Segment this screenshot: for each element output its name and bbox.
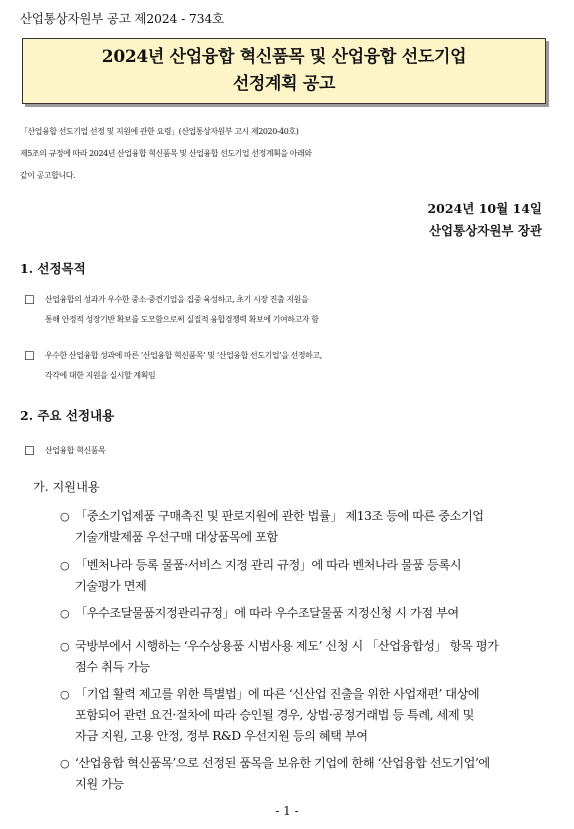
bullet-line: 국방부에서 시행하는 ‘우수상용품 시범사용 제도’ 신청 시 「산업융합성」 항목 평가 <box>75 639 499 653</box>
title-line-1: 2024년 산업융합 혁신품목 및 산업융합 선도기업 <box>101 47 467 67</box>
signer: 산업통상자원부 장관 <box>428 223 542 238</box>
circle-bullet-icon: ○ <box>60 559 70 572</box>
bullet-line: 점수 취득 가능 <box>75 660 150 674</box>
support-bullet <box>60 603 550 624</box>
bullet-line: 지원 가능 <box>75 777 124 791</box>
item-text: 우수한 산업융합 성과에 따른 ‘산업융합 혁신품목’ 및 ‘산업융합 선도기업’을 선정하고, <box>45 351 322 360</box>
support-bullet <box>60 636 550 678</box>
intro-paragraph <box>20 121 556 187</box>
notice-number: 산업통상자원부 공고 제2024 - 734호 <box>20 11 225 26</box>
page-number: - 1 - <box>275 804 299 818</box>
title-box <box>22 38 546 104</box>
notice-date: 2024년 10월 14일 <box>427 201 542 216</box>
title-line-2: 선정계획 공고 <box>232 74 336 94</box>
purpose-item <box>24 346 552 386</box>
bullet-line: 「우수조달물품지정관리규정」에 따라 우수조달물품 지정신청 시 가점 부여 <box>75 606 459 620</box>
checkbox-icon: ☐ <box>24 444 35 458</box>
circle-bullet-icon: ○ <box>60 640 70 653</box>
bullet-line: 기술개발제품 우선구매 대상품목에 포함 <box>75 530 278 544</box>
subheading-support: 가. 지원내용 <box>33 480 100 494</box>
circle-bullet-icon: ○ <box>60 757 70 770</box>
bullet-line: 「벤처나라 등록 물품·서비스 지정 관리 규정」에 따라 벤처나라 물품 등록시 <box>75 558 462 572</box>
item-text: 산업융합 혁신품목 <box>45 446 106 455</box>
purpose-item <box>24 290 552 330</box>
checkbox-icon: ☐ <box>24 349 35 363</box>
item-text: 통해 안정적 성장기반 확보를 도모함으로써 실질적 융합경쟁력 확보에 기여하고자 함 <box>45 315 319 324</box>
intro-line: 같이 공고합니다. <box>20 171 76 180</box>
selection-item <box>24 441 552 461</box>
item-text: 각각에 대한 지원을 실시할 계획임 <box>45 371 156 380</box>
bullet-line: 「중소기업제품 구매촉진 및 판로지원에 관한 법률」 제13조 등에 따른 중소기업 <box>75 509 484 523</box>
circle-bullet-icon: ○ <box>60 510 70 523</box>
intro-line: 「산업융합 선도기업 선정 및 지원에 관한 요령」(산업통상자원부 고시 제2020-40호) <box>20 127 299 136</box>
intro-line: 제5조의 규정에 따라 2024년 산업융합 혁신품목 및 산업융합 선도기업 선정계획을 아래와 <box>20 149 312 158</box>
circle-bullet-icon: ○ <box>60 607 70 620</box>
support-bullet <box>60 684 550 747</box>
section-heading-purpose: 1. 선정목적 <box>20 261 86 276</box>
section-heading-selection: 2. 주요 선정내용 <box>20 408 115 423</box>
checkbox-icon: ☐ <box>24 293 35 307</box>
bullet-line: 기술평가 면제 <box>75 579 147 593</box>
support-bullet <box>60 555 550 597</box>
bullet-line: ‘산업융합 혁신품목’으로 선정된 품목을 보유한 기업에 한해 ‘산업융합 선도기업’에 <box>75 756 490 770</box>
support-bullet <box>60 506 550 548</box>
circle-bullet-icon: ○ <box>60 688 70 701</box>
bullet-line: 「기업 활력 제고를 위한 특별법」에 따른 ‘신산업 진출을 위한 사업재편’ 대상에 <box>75 687 480 701</box>
bullet-line: 자금 지원, 고용 안정, 정부 R&D 우선지원 등의 혜택 부여 <box>75 729 368 743</box>
item-text: 산업융합의 성과가 우수한 중소·중견기업을 집중 육성하고, 초기 시장 진출 지원을 <box>45 295 309 304</box>
bullet-line: 포함되어 관련 요건·절차에 따라 승인될 경우, 상법·공정거래법 등 특례, 세제 및 <box>75 708 474 722</box>
support-bullet <box>60 753 550 795</box>
